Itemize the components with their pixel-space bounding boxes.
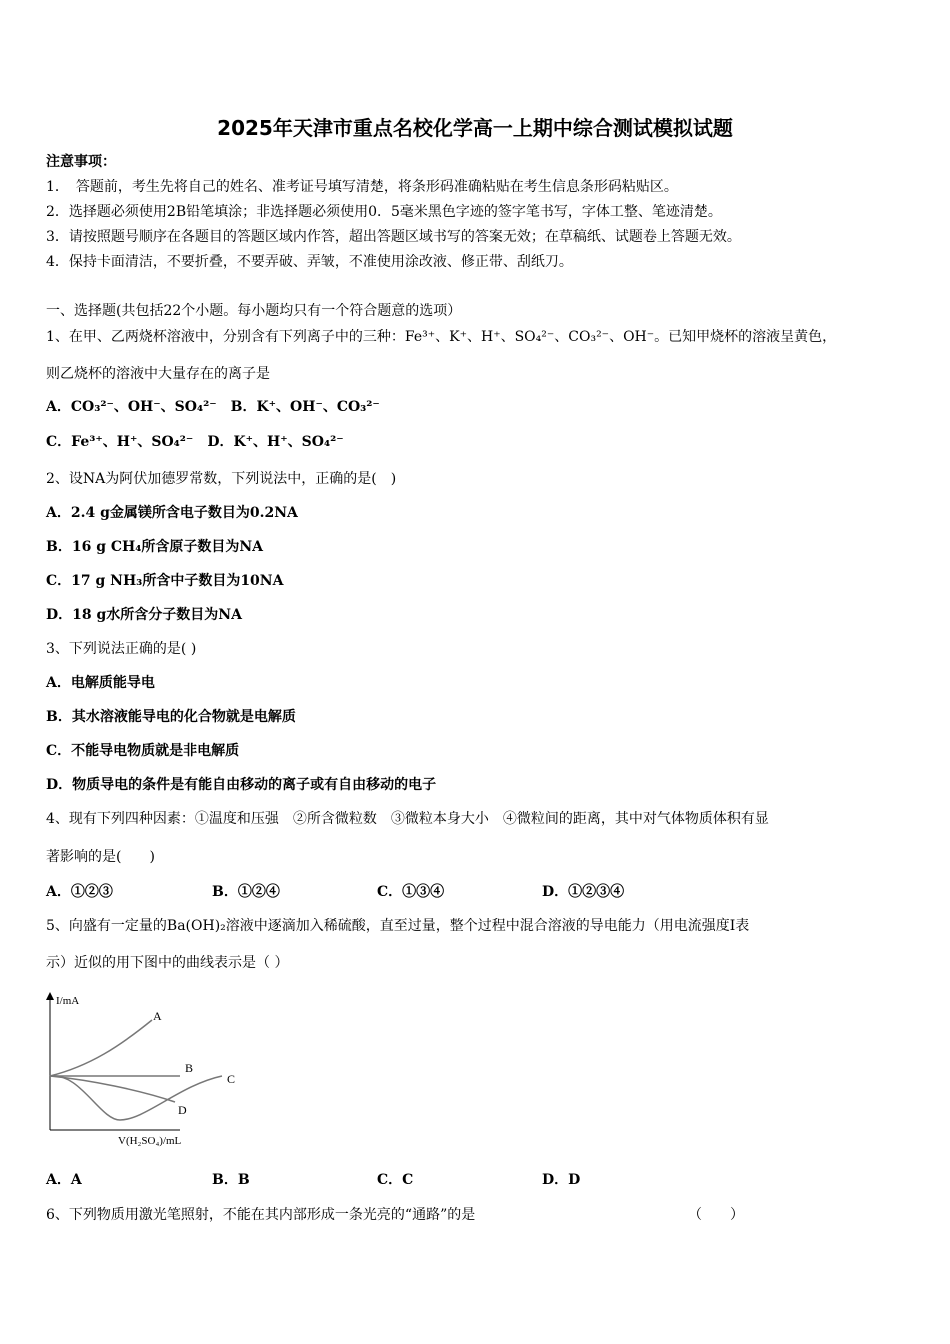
q1-options-cd: C．Fe³⁺、H⁺、SO₄²⁻ D．K⁺、H⁺、SO₄²⁻ [46,434,344,450]
q5-option-b: B．B [212,1172,250,1188]
q1-stem-line2: 则乙烧杯的溶液中大量存在的离子是 [46,366,270,382]
notice-heading: 注意事项： [46,154,116,170]
q5-option-c: C．C [377,1172,414,1188]
q3-stem: 3、下列说法正确的是( ) [46,641,197,657]
notice-item-4: 4．保持卡面清洁，不要折叠，不要弄破、弄皱，不准使用涂改液、修正带、刮纸刀。 [46,254,573,270]
curve-d-label: D [178,1103,187,1117]
curve-a [50,1020,152,1076]
q2-option-d: D．18 g水所含分子数目为NA [46,607,242,623]
q4-option-b: B．①②④ [212,884,280,900]
q1-options-ab: A．CO₃²⁻、OH⁻、SO₄²⁻ B．K⁺、OH⁻、CO₃²⁻ [46,399,380,415]
curve-c [50,1076,222,1120]
q2-stem: 2、设NA为阿伏加德罗常数，下列说法中，正确的是( ) [46,471,397,487]
q3-option-c: C．不能导电物质就是非电解质 [46,743,240,759]
notice-item-3: 3．请按照题号顺序在各题目的答题区域内作答，超出答题区域书写的答案无效；在草稿纸、试题卷上答题无效。 [46,229,741,245]
q3-option-d: D．物质导电的条件是有能自由移动的离子或有自由移动的电子 [46,777,437,793]
q4-option-c: C．①③④ [377,884,445,900]
q6-stem: 6、下列物质用激光笔照射，不能在其内部形成一条光亮的“通路”的是 [46,1207,476,1223]
x-axis-label: V(H₂SO₄)/mL [118,1135,182,1147]
q2-option-c: C．17 g NH₃所含中子数目为10NA [46,573,284,589]
q4-stem-line1: 4、现有下列四种因素：①温度和压强 ②所含微粒数 ③微粒本身大小 ④微粒间的距离，其中对气体物质体积有显 [46,811,769,827]
q2-option-a: A．2.4 g金属镁所含电子数目为0.2NA [46,505,298,521]
q4-stem-line2: 著影响的是( ) [46,849,155,865]
section-heading: 一、选择题(共包括22个小题。每小题均只有一个符合题意的选项） [46,303,462,319]
q5-stem-line1: 5、向盛有一定量的Ba(OH)₂溶液中逐滴加入稀硫酸，直至过量，整个过程中混合溶液的导电能力（用电流强度I表 [46,918,750,934]
page-title: 2025年天津市重点名校化学高一上期中综合测试模拟试题 [217,116,733,140]
curve-c-label: C [227,1072,236,1086]
y-axis-label: I/mA [56,995,80,1007]
notice-item-2: 2．选择题必须使用2B铅笔填涂；非选择题必须使用0．5毫米黑色字迹的签字笔书写，字体工整、笔迹清楚。 [46,204,722,220]
q1-stem-line1: 1、在甲、乙两烧杯溶液中，分别含有下列离子中的三种：Fe³⁺、K⁺、H⁺、SO₄²⁻、CO₃²⁻、OH⁻。已知甲烧杯的溶液呈黄色， [46,329,837,345]
q3-option-a: A．电解质能导电 [46,675,155,691]
q4-option-a: A．①②③ [46,884,113,900]
q6-answer-blank: （ ） [688,1207,744,1223]
q2-option-b: B．16 g CH₄所含原子数目为NA [46,539,264,555]
q5-option-d: D．D [542,1172,581,1188]
curve-b-label: B [185,1061,194,1075]
notice-item-1: 1． 答题前，考生先将自己的姓名、准考证号填写清楚，将条形码准确粘贴在考生信息条形码粘贴区。 [46,179,678,195]
q3-option-b: B．其水溶液能导电的化合物就是电解质 [46,709,296,725]
q4-option-d: D．①②③④ [542,884,625,900]
q5-stem-line2: 示）近似的用下图中的曲线表示是（ ） [46,955,289,971]
conductivity-graph [40,990,240,1150]
curve-a-label: A [153,1009,162,1023]
q5-option-a: A．A [46,1172,82,1188]
